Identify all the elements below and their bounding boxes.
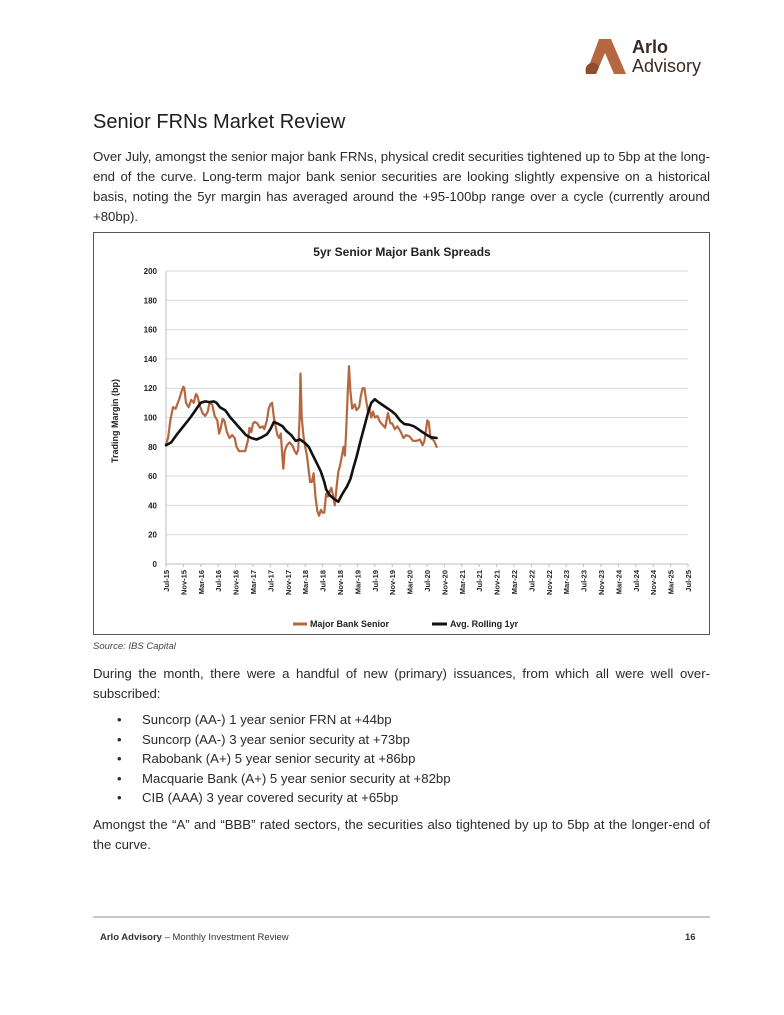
list-item <box>93 749 710 769</box>
list-item-text: Rabobank (A+) 5 year senior security at +86bp <box>142 751 416 767</box>
chart-canvas <box>94 233 709 634</box>
x-tick-label: Nov-18 <box>336 570 345 596</box>
y-tick-label: 120 <box>143 384 157 394</box>
x-tick-label: Nov-22 <box>544 570 554 596</box>
y-tick-label: 200 <box>143 267 157 276</box>
y-tick-label: 160 <box>143 325 157 335</box>
list-item <box>93 769 710 789</box>
x-tick-label: Nov-21 <box>492 570 502 596</box>
footer-separator: – <box>161 932 173 943</box>
list-item <box>93 710 710 730</box>
x-tick-label: Mar-22 <box>510 570 519 595</box>
x-tick-label: Mar-17 <box>249 570 258 595</box>
x-tick-label: Mar-25 <box>666 570 676 595</box>
x-tick-label: Nov-23 <box>597 570 606 596</box>
list-item <box>93 730 710 750</box>
arlo-logo-icon <box>582 36 628 78</box>
y-tick-label: 180 <box>143 296 157 306</box>
list-item-text: Suncorp (AA-) 1 year senior FRN at +44bp <box>142 712 392 727</box>
y-tick-label: 20 <box>148 530 157 540</box>
list-item-text: Macquarie Bank (A+) 5 year senior security at +82bp <box>142 770 451 786</box>
x-tick-label: Nov-19 <box>388 570 398 596</box>
logo-wordmark <box>632 38 701 76</box>
legend-label-senior: Major Bank Senior <box>310 619 390 629</box>
x-tick-label: Nov-17 <box>283 570 293 596</box>
bullet-icon: • <box>117 751 122 767</box>
x-tick-label: Jul-20 <box>423 570 432 592</box>
x-tick-label: Jul-21 <box>475 570 485 592</box>
page-title: Senior FRNs Market Review <box>93 111 346 133</box>
x-tick-label: Jul-16 <box>214 570 224 592</box>
x-tick-label: Jul-22 <box>527 570 537 592</box>
bullet-icon: • <box>117 731 122 747</box>
x-tick-label: Mar-20 <box>405 570 415 595</box>
footer-divider <box>93 916 710 918</box>
legend-label-rolling: Avg. Rolling 1yr <box>450 619 519 629</box>
x-tick-label: Mar-23 <box>562 570 572 595</box>
spreads-chart <box>93 232 710 635</box>
chart-y-axis-label: Trading Margin (bp) <box>110 379 120 463</box>
x-tick-label: Mar-18 <box>301 570 311 595</box>
y-tick-label: 100 <box>143 413 157 423</box>
bullet-icon: • <box>117 770 122 786</box>
x-tick-label: Jul-15 <box>162 570 171 592</box>
x-tick-label: Jul-17 <box>266 570 276 592</box>
x-tick-label: Mar-19 <box>353 570 363 595</box>
y-tick-label: 60 <box>148 472 157 482</box>
logo-line-2: Advisory <box>632 56 702 76</box>
x-tick-label: Mar-24 <box>614 570 624 595</box>
bullet-icon: • <box>117 790 122 806</box>
x-tick-label: Nov-16 <box>231 570 241 596</box>
chart-title: 5yr Senior Major Bank Spreads <box>313 245 491 259</box>
footer-company: Arlo Advisory <box>100 932 162 943</box>
page-number: 16 <box>685 932 696 943</box>
list-item-text: CIB (AAA) 3 year covered security at +65bp <box>142 790 399 806</box>
bullet-icon: • <box>117 712 122 727</box>
x-tick-label: Jul-24 <box>631 570 641 592</box>
issuance-intro-paragraph: During the month, there were a handful of new (primary) issuances, from which all were well over-subscribed: <box>93 666 710 701</box>
chart-legend <box>293 619 519 629</box>
logo-line-1: Arlo <box>632 37 668 57</box>
y-tick-label: 0 <box>152 560 157 569</box>
y-tick-label: 80 <box>148 442 157 452</box>
intro-paragraph: Over July, amongst the senior major bank FRNs, physical credit securities tightened up to 5bp at the long-end of the curve. Long-term major bank senior securities are looking slightly expensive on a historical basis, noting the 5yr margin has averaged around the +95-100bp range over a cycle (currently around +80bp). <box>93 149 710 224</box>
footer-publication-name: Monthly Investment Review <box>172 932 289 943</box>
x-tick-label: Mar-21 <box>457 570 467 595</box>
x-tick-label: Jul-25 <box>684 570 693 592</box>
x-tick-label: Mar-16 <box>196 570 206 595</box>
list-item <box>93 788 710 808</box>
chart-source: Source: IBS Capital <box>93 641 176 652</box>
x-tick-label: Nov-20 <box>440 570 450 596</box>
x-tick-label: Nov-15 <box>179 570 189 596</box>
x-tick-label: Jul-18 <box>318 570 328 592</box>
x-tick-label: Nov-24 <box>649 570 659 596</box>
brand-logo <box>582 36 712 80</box>
issuance-list <box>93 710 710 808</box>
y-tick-label: 140 <box>143 354 157 364</box>
x-tick-label: Jul-23 <box>579 570 589 592</box>
footer-publication <box>100 932 289 943</box>
y-tick-label: 40 <box>148 501 157 511</box>
x-tick-label: Jul-19 <box>370 570 380 592</box>
rated-sectors-paragraph: Amongst the “A” and “BBB” rated sectors, the securities also tightened by up to 5bp at the longer-end of the curve. <box>93 817 710 852</box>
list-item-text: Suncorp (AA-) 3 year senior security at +73bp <box>142 731 410 747</box>
